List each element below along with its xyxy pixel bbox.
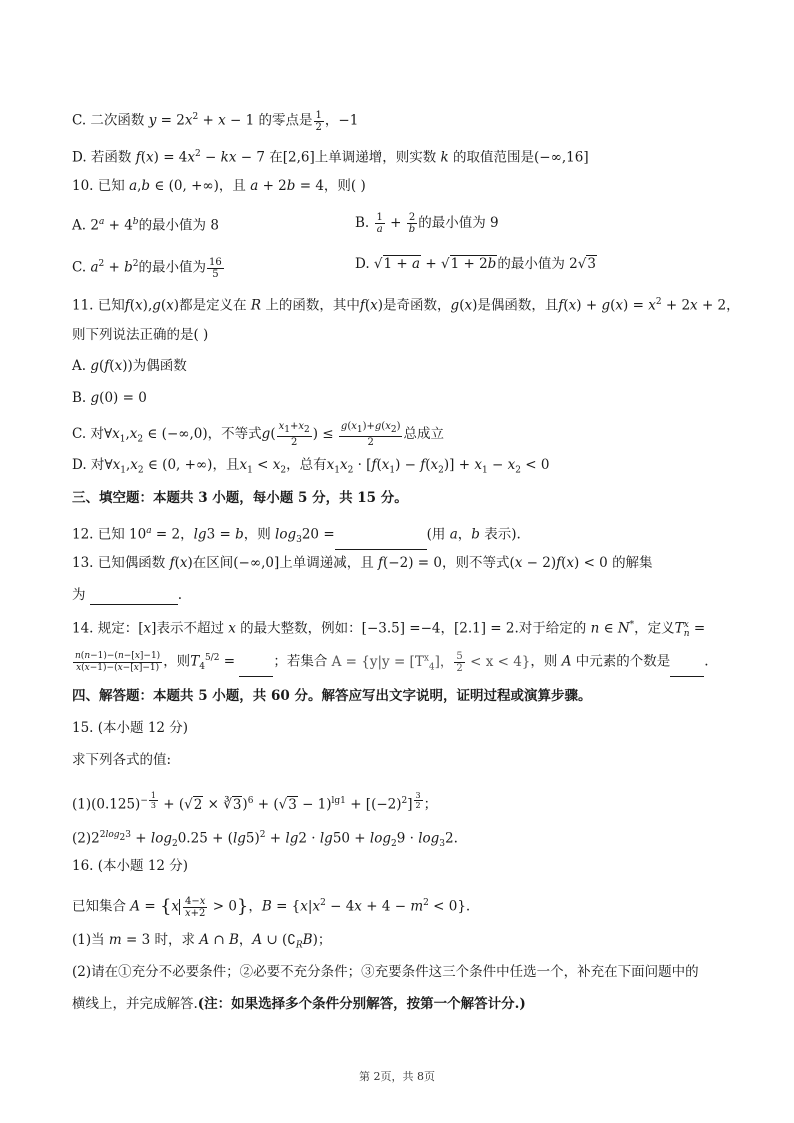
q10-option-a: A. $2^a + 4^b$的最小值为 8 [72,217,219,234]
q16-stem: 已知集合 A = {x $\frac{4-x}{x+2}$ > 0}，$B = \{x|x^2 - 4x + 4 - m^2 < 0\}$. [72,895,471,919]
q10-option-c: C. $a^2 + b^2$的最小值为 $\frac{16}{5}$ [72,256,222,280]
q16-title: 16. (本小题 12 分) [72,858,189,874]
q10-option-d: D. √1 + a + √1 + 2b的最小值为 2√3 [355,256,596,272]
q10-option-b: B. $\frac{1}{a}$ + $\frac{2}{b}$ 的最小值为 9 [355,212,499,235]
q11-stem-line2: 则下列说法正确的是( ) [72,327,209,343]
q16-part2-line1: (2)请在①充分不必要条件；②必要不充分条件；③充要条件这三个条件中任选一个，补充在下面问题中的 [72,964,699,980]
q13-line2: 为 . [72,587,183,603]
q9-option-d: D. 若函数 $f(x) = 4x^2$ − kx − 7 在[2,6]上单调递增，则实数 k 的取值范围是(−∞,16] [72,149,589,166]
q12-answer-blank[interactable] [335,535,427,550]
q15-stem: 求下列各式的值: [72,752,172,768]
q12: 12. 已知 $10^a = 2$，lg3 = b，则 $\log_320$ = (用 a，b 表示). [72,521,521,550]
q13-answer-blank[interactable] [90,590,178,605]
q11-option-c: C. 对$\forall x_1,x_2$ ∈ (−∞,0)，不等式g( $\frac{x_1+x_2}{2}$ ) ≤ $\frac{g(x_1)+g(x_2)}{2}$ 总成立 [72,421,444,448]
q14-line2: $\frac{n(n-1)-(n-[x]-1)}{x(x-1)-(x-[x]-1)}$ ，则$T_4^{5/2}$ = ；若集合 $A = \{y|y = [T^x_4]$， $\frac{5}{2}$ < x < 4}，则 A 中元素的个数是 . [72,648,709,677]
section-4-heading: 四、解答题：本题共 5 小题，共 60 分。解答应写出文字说明，证明过程或演算步骤。 [72,688,592,704]
q14-answer-blank-1[interactable] [239,662,273,677]
q15-part2: $(2)2^{2log_23} + \log_20.25 + (\lg 5)^2 + \lg 2 \cdot \lg 50 + \log_29 \cdot \log_32$. [72,830,458,850]
q16-part2-line2: 横线上，并完成解答.(注：如果选择多个条件分别解答，按第一个解答计分.) [72,996,526,1012]
q9-option-c: C. 二次函数 $y = 2x^2 + x - 1$ 的零点是 $\frac{1}{2}$ ，−1 [72,109,359,133]
q14-line1: 14. 规定：[x]表示不超过 x 的最大整数，例如：[−3.5] =−4，[2.1] = 2.对于给定的 n ∈ N*，定义$T^x_n$ = [72,620,706,640]
q15-part1: $(1)(0.125)^{- \frac{1}{3}}$ + (√2 × ∛3)$^6$ + $(√3 - 1)^{lg1} + [(-2)^2]$ $^{\frac{3}{2}}$ ； [72,791,438,813]
q11-option-d: D. 对$\forall x_1,x_2$ ∈ (0, +∞)，且$x_1 < x_2$，总有$x_1x_2 \cdot [f(x_1) - f(x_2)] + x_1 - x_2 < 0$ [72,457,550,476]
q13-line1: 13. 已知偶函数 f(x)在区间(−∞,0]上单调递减，且 f(−2) = 0，则不等式(x − 2)f(x) < 0 的解集 [72,555,653,571]
q16-part1: (1)当 m = 3 时，求 A ∩ B，A ∪ $(∁_RB)$； [72,932,332,951]
q15-title: 15. (本小题 12 分) [72,720,189,736]
q11-option-a: A. g(f(x))为偶函数 [72,358,187,374]
q11-option-b: B. g(0) = 0 [72,390,147,406]
section-3-heading: 三、填空题：本题共 3 小题，每小题 5 分，共 15 分。 [72,490,408,506]
q14-answer-blank-2[interactable] [670,662,704,677]
q11-stem-line1: 11. 已知f(x),g(x)都是定义在 R 上的函数，其中f(x)是奇函数，g(x)是偶函数，且$f(x) + g(x) = x^2 + 2x + 2$， [72,297,740,314]
q10-stem: 10. 已知 a,b ∈ (0, +∞)，且 a + 2b = 4，则( ) [72,178,366,194]
page-footer: 第 2页，共 8页 [359,1070,435,1083]
